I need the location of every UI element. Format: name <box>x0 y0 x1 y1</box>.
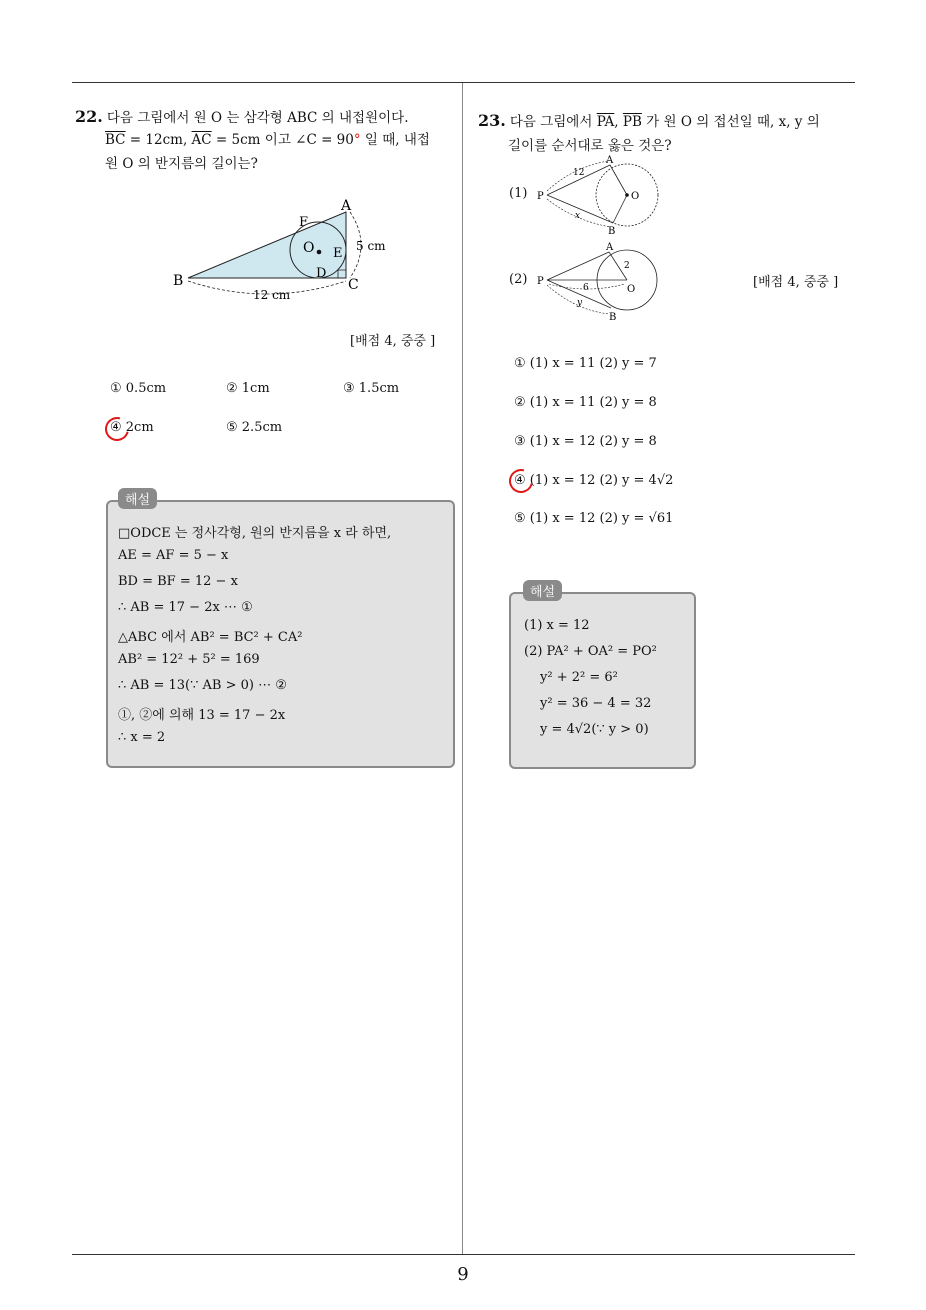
q23-text1c: 가 원 O 의 접선일 때, x, y 의 <box>641 114 820 130</box>
q23-solution-line-4: y² = 36 − 4 = 32 <box>540 696 652 711</box>
fig1-label-b: B <box>608 226 616 235</box>
q22-text2b: = 5cm 이고 ∠C = 90 <box>211 132 354 148</box>
q23-fig2-label: (2) <box>509 272 528 287</box>
question-22 <box>75 104 460 177</box>
q22-line3: 원 O 의 반지름의 길이는? <box>105 156 258 172</box>
fig1-label-pa-length: 12 <box>573 168 585 178</box>
q22-solution-tag: 해설 <box>118 488 157 509</box>
q23-option-1[interactable]: ① (1) x = 11 (2) y = 7 <box>514 356 657 371</box>
q22-solution-line-6: AB² = 12² + 5² = 169 <box>118 652 260 667</box>
top-rule <box>72 82 855 83</box>
fig1-label-x: x <box>575 211 581 221</box>
q22-solution-line-5: △ABC 에서 AB² = BC² + CA² <box>118 630 303 645</box>
q22-degree: ° <box>353 132 361 148</box>
q23-score: [배점 4, 중중 ] <box>753 275 839 290</box>
label-d: D <box>316 266 327 281</box>
fig1-label-p: P <box>537 191 544 202</box>
q23-option-4[interactable]: ④ (1) x = 12 (2) y = 4√2 <box>514 473 674 488</box>
q23-pa: $\overline{PA}$ <box>596 114 615 130</box>
fig2-label-p: P <box>537 276 544 287</box>
fig2-label-y: y <box>577 298 583 308</box>
label-b: B <box>173 273 184 289</box>
fig1-radius-oa <box>610 165 627 195</box>
label-c: C <box>348 277 359 293</box>
q23-option-2[interactable]: ② (1) x = 11 (2) y = 8 <box>514 395 657 410</box>
page-number: 9 <box>457 1264 469 1285</box>
q23-solution-line-5: y = 4√2(∵ y > 0) <box>540 722 649 737</box>
q23-line2: 길이를 순서대로 옳은 것은? <box>508 138 672 154</box>
q23-option-5[interactable]: ⑤ (1) x = 12 (2) y = √61 <box>514 511 674 526</box>
q22-number: 22. <box>75 107 103 126</box>
q23-figure-2 <box>535 240 665 322</box>
q22-score: [배점 4, 중중 ] <box>350 334 436 349</box>
fig2-label-po-length: 6 <box>583 283 589 293</box>
label-ac-length: 5 cm <box>356 239 386 253</box>
fig2-label-oa-length: 2 <box>624 261 630 271</box>
label-a: A <box>341 198 352 214</box>
q22-ac: $\overline{AC}$ <box>191 132 212 148</box>
q23-number: 23. <box>478 111 506 130</box>
fig1-label-a: A <box>606 155 614 166</box>
q23-pb: $\overline{PB}$ <box>622 114 642 130</box>
fig1-radius-ob <box>613 195 627 223</box>
q23-solution-line-3: y² + 2² = 6² <box>540 670 618 685</box>
q22-bc: $\overline{BC}$ <box>105 132 126 148</box>
q22-line2 <box>75 127 460 153</box>
q23-option-3[interactable]: ③ (1) x = 12 (2) y = 8 <box>514 434 657 449</box>
q23-text1a: 다음 그림에서 <box>509 114 597 130</box>
question-23 <box>478 108 863 159</box>
label-f: F <box>299 215 309 230</box>
q23-text1b: , <box>614 114 623 130</box>
q23-figure-1 <box>535 155 665 235</box>
q23-answer-mark <box>505 465 538 498</box>
fig2-label-a: A <box>606 242 614 253</box>
q22-text1: 다음 그림에서 원 O 는 삼각형 ABC 의 내접원이다. <box>106 110 409 126</box>
q23-fig1-label: (1) <box>509 186 528 201</box>
fig2-tangent-pa <box>547 252 609 280</box>
center-dot <box>317 250 322 255</box>
fig2-label-o: O <box>627 284 636 295</box>
q22-solution-line-8: ①, ②에 의해 13 = 17 − 2x <box>118 708 286 723</box>
q22-solution-line-4: ∴ AB = 17 − 2x ⋯ ① <box>118 600 253 615</box>
q22-option-1[interactable]: ① 0.5cm <box>110 381 167 396</box>
bottom-rule <box>72 1254 855 1255</box>
q23-solution-line-2: (2) PA² + OA² = PO² <box>524 644 657 659</box>
q23-line1 <box>478 108 863 135</box>
column-divider <box>462 83 463 1254</box>
q22-answer-mark <box>101 413 134 446</box>
q22-option-5[interactable]: ⑤ 2.5cm <box>226 420 283 435</box>
q22-solution-line-2: AE = AF = 5 − x <box>118 548 229 563</box>
q22-solution-line-7: ∴ AB = 13(∵ AB > 0) ⋯ ② <box>118 678 287 693</box>
fig1-label-o: O <box>631 191 640 202</box>
q23-solution-line-1: (1) x = 12 <box>524 618 590 633</box>
q23-solution-tag: 해설 <box>523 580 562 601</box>
label-o: O <box>303 240 315 256</box>
q22-solution-line-9: ∴ x = 2 <box>118 730 166 745</box>
q22-text2c: 일 때, 내접 <box>360 132 430 148</box>
q22-text2a: = 12cm, <box>125 132 192 148</box>
fig2-label-b: B <box>609 312 617 322</box>
q22-solution-line-3: BD = BF = 12 − x <box>118 574 238 589</box>
label-bc-length: 12 cm <box>253 288 291 302</box>
q22-solution-line-1: □ODCE 는 정사각형, 원의 반지름을 x 라 하면, <box>118 526 392 541</box>
q22-option-3[interactable]: ③ 1.5cm <box>343 381 400 396</box>
q22-triangle-figure <box>170 195 400 305</box>
q22-option-2[interactable]: ② 1cm <box>226 381 270 396</box>
fig1-center-dot <box>625 193 629 197</box>
label-e: E <box>333 246 343 261</box>
q22-option-4[interactable]: ④ 2cm <box>110 420 154 435</box>
